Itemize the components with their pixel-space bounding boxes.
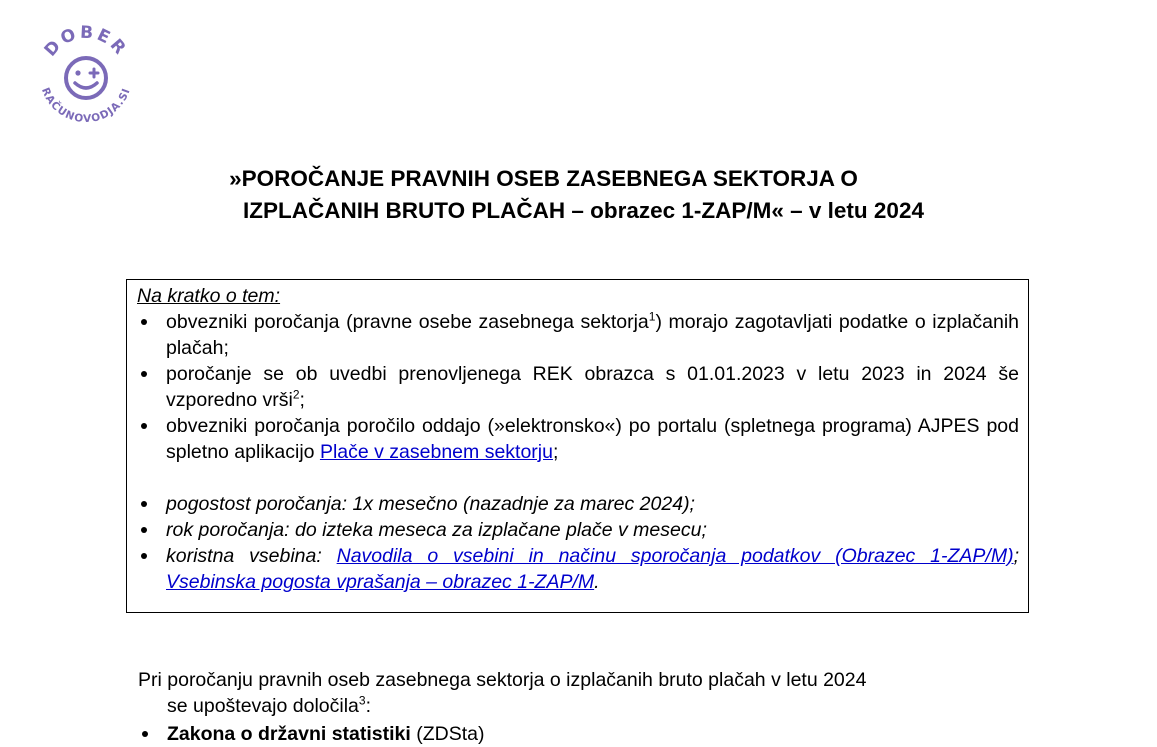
logo-graphic bbox=[30, 20, 142, 132]
footnote-ref[interactable]: 3 bbox=[358, 693, 366, 708]
list-item bbox=[138, 721, 1028, 747]
body-line-1: Pri poročanju pravnih oseb zasebnega sektorja o izplačanih bruto plačah v letu 2024 bbox=[138, 669, 867, 691]
link-place-zasebni-sektor[interactable]: Plače v zasebnem sektorju bbox=[319, 441, 553, 463]
list-item bbox=[137, 543, 1019, 595]
summary-list bbox=[137, 309, 1019, 465]
link-pogosta-vprasanja[interactable]: Vsebinska pogosta vprašanja – obrazec 1-ZAP/M bbox=[166, 571, 595, 593]
footnote-ref[interactable]: 1 bbox=[648, 309, 656, 324]
list-item bbox=[137, 413, 1019, 465]
body-line-2-text: se upoštevajo določila bbox=[167, 695, 359, 717]
list-item: pogostost poročanja: 1x mesečno (nazadnje za marec 2024); bbox=[137, 491, 1019, 517]
body-paragraph bbox=[138, 667, 1028, 719]
logo-brand-bottom: RAČUNOVODJA.SI bbox=[38, 85, 133, 126]
link-separator: ; bbox=[1013, 545, 1019, 567]
law-name: Zakona o državni statistiki bbox=[167, 723, 411, 745]
item-text: ) morajo zagotavljati podatke o izplačanih plačah; bbox=[166, 311, 1020, 359]
item-text: obvezniki poročanja (pravne osebe zasebnega sektorja bbox=[166, 311, 649, 333]
bullet-dot bbox=[142, 731, 148, 737]
item-text: ; bbox=[299, 389, 305, 411]
item-text: obvezniki poročanja poročilo oddajo (»elektronsko«) po portalu (spletnega programa) AJPES pod spletno aplikacijo bbox=[166, 415, 1019, 463]
document-title bbox=[0, 163, 1157, 227]
summary-heading: Na kratko o tem: bbox=[137, 285, 281, 307]
title-line-1: »POROČANJE PRAVNIH OSEB ZASEBNEGA SEKTORJA O bbox=[229, 166, 858, 191]
list-item bbox=[137, 309, 1019, 361]
winking-smiley-icon bbox=[66, 58, 106, 98]
law-abbrev: (ZDSta) bbox=[410, 723, 485, 745]
body-line-2-end: : bbox=[365, 695, 371, 717]
list-item: rok poročanja: do izteka meseca za izplačane plače v mesecu; bbox=[137, 517, 1019, 543]
logo-brand-top: DOBER bbox=[40, 22, 132, 61]
footnote-ref[interactable]: 2 bbox=[292, 387, 300, 402]
logo bbox=[30, 20, 142, 132]
link-navodila[interactable]: Navodila o vsebini in načinu sporočanja podatkov (Obrazec 1-ZAP/M) bbox=[336, 545, 1014, 567]
spacer bbox=[137, 465, 1019, 491]
item-text: . bbox=[594, 571, 600, 593]
list-item bbox=[137, 361, 1019, 413]
item-text: koristna vsebina: bbox=[166, 545, 337, 567]
summary-list-italic bbox=[137, 491, 1019, 595]
item-text: poročanje se ob uvedbi prenovljenega REK obrazca s 01.01.2023 v letu 2023 in 2024 še vzporedno vrši bbox=[166, 363, 1019, 411]
item-text bbox=[138, 721, 1028, 747]
body-line-2 bbox=[138, 693, 1028, 719]
title-line-2: IZPLAČANIH BRUTO PLAČAH – obrazec 1-ZAP/M« – v letu 2024 bbox=[243, 198, 924, 223]
item-text: ; bbox=[552, 441, 559, 463]
summary-box bbox=[126, 279, 1029, 613]
